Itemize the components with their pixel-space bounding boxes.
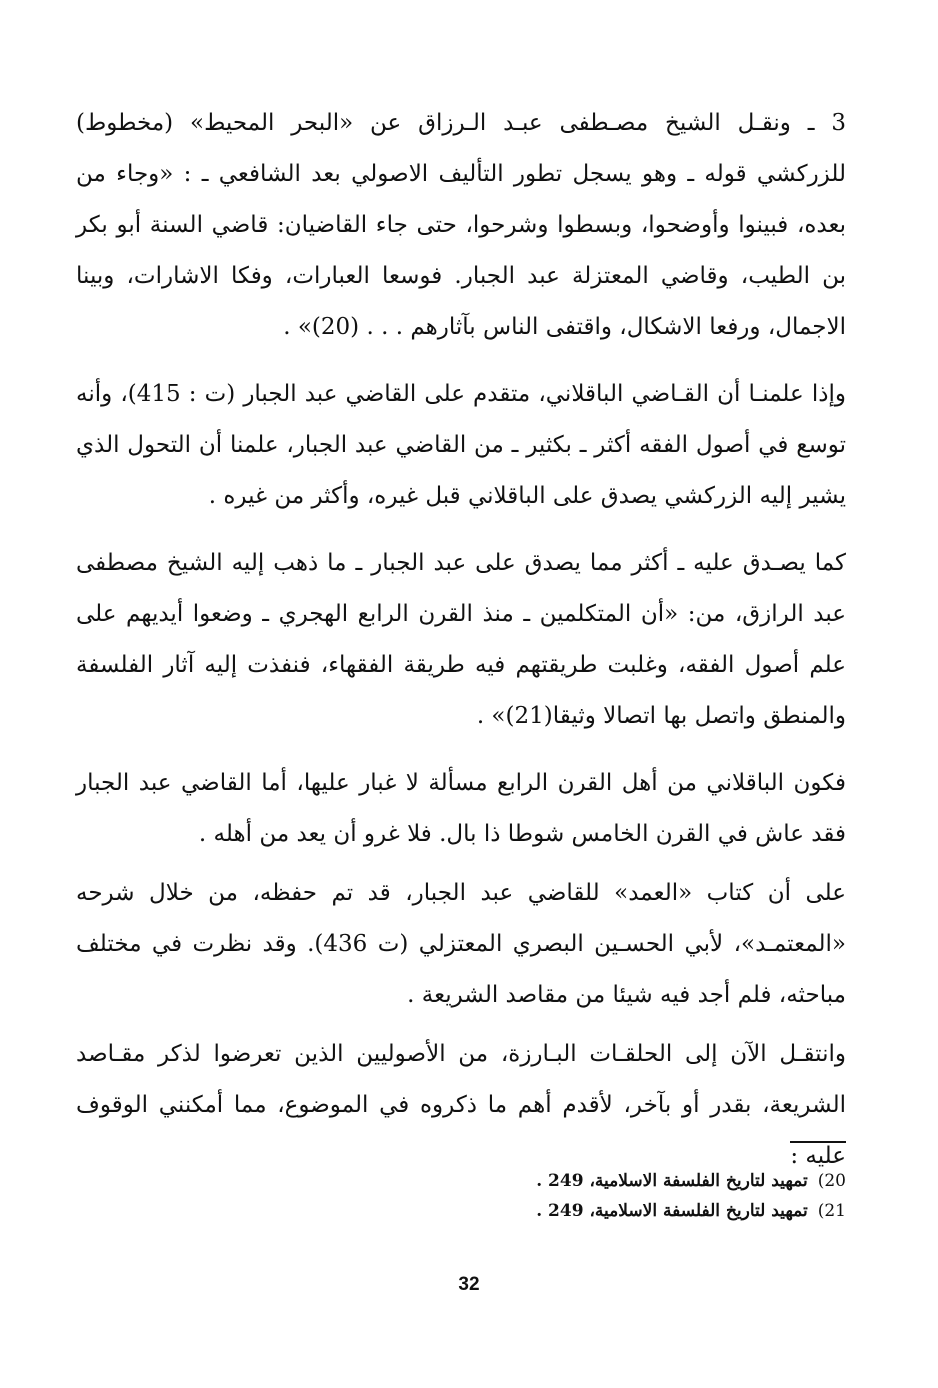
footnote-number: 20) xyxy=(817,1171,846,1191)
footnote-21 xyxy=(246,1196,846,1226)
paragraph-4: فكون الباقلاني من أهل القرن الرابع مسألة لا غبار عليها، أما القاضي عبد الجبار فقد عاش في القرن الخامس شوطا ذا بال. فلا غرو أن يعد من أهله . xyxy=(76,770,846,847)
page-number: 32 xyxy=(458,1274,480,1295)
footnote-text: تمهيد لتاريخ الفلسفة الاسلامية، 249 . xyxy=(536,1201,808,1221)
footnotes xyxy=(246,1166,846,1226)
footnote-20 xyxy=(246,1166,846,1196)
paragraph-2: وإذا علمنـا أن القـاضي الباقلاني، متقدم على القاضي عبد الجبار (ت : 415)، وأنه توسع في أصول الفقه أكثر ـ بكثير ـ من القاضي عبد الجبار، علمنا أن التحول الذي يشير إليه الزركشي يصدق على الباقلاني قبل غيره، وأكثر من غيره . xyxy=(76,381,847,509)
paragraph-1: 3 ـ ونقـل الشيخ مصـطفى عبـد الـرزاق عن «البحر المحيط» (مخطوط) للزركشي قوله ـ وهو يسجل تطور التأليف الاصولي بعد الشافعي ـ : «وجاء من بعده، فبينوا وأوضحوا، وبسطوا وشرحوا، حتى جاء القاضيان: قاضي السنة أبو بكر بن الطيب، وقاضي المعتزلة عبد الجبار. فوسعا العبارات، وفكا الاشارات، وبينا الاجمال، ورفعا الاشكال، واقتفى الناس بآثارهم . . . (20)» . xyxy=(76,110,847,340)
paragraph-5: على أن كتاب «العمد» للقاضي عبد الجبار، قد تم حفظه، من خلال شرحه «المعتمـد»، لأبي الحسـين البصري المعتزلي (ت 436). وقد نظرت في مختلف مباحثه، فلم أجد فيه شيئا من مقاصد الشريعة . xyxy=(76,880,846,1008)
page-body xyxy=(76,98,846,1182)
paragraph-6: وانتقـل الآن إلى الحلقـات البـارزة، من الأصوليين الذين تعرضوا لذكر مقـاصد الشريعة، بقدر أو بآخر، لأقدم أهم ما ذكروه في الموضوع، مما أمكنني الوقوف عليه : xyxy=(76,1041,846,1169)
footnote-number: 21) xyxy=(817,1201,846,1221)
footnote-separator xyxy=(790,1141,846,1143)
paragraph-3: كما يصـدق عليه ـ أكثر مما يصدق على عبد الجبار ـ ما ذهب إليه الشيخ مصطفى عبد الرازق، من: «أن المتكلمين ـ منذ القرن الرابع الهجري ـ وضعوا أيديهم على علم أصول الفقه، وغلبت طريقتهم فيه طريقة الفقهاء، فنفذت إليه آثار الفلسفة والمنطق واتصل بها اتصالا وثيقا(21)» . xyxy=(76,550,847,729)
footnote-text: تمهيد لتاريخ الفلسفة الاسلامية، 249 . xyxy=(536,1171,808,1191)
